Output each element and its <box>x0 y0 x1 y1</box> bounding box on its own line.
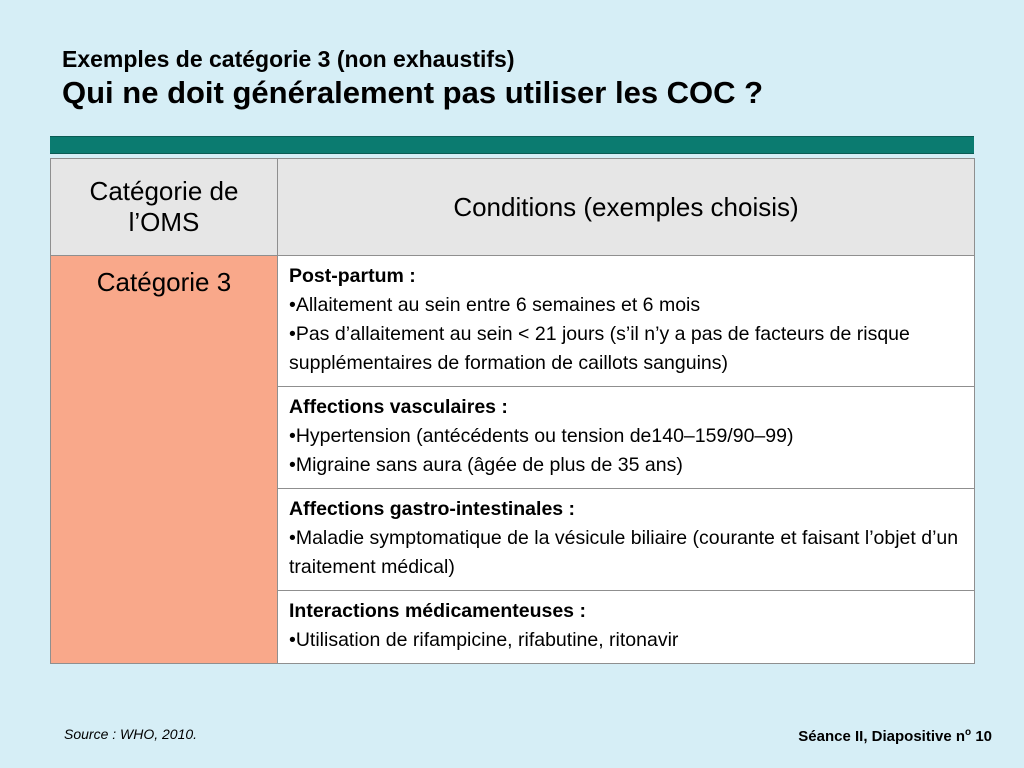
condition-item: •Allaitement au sein entre 6 semaines et 6 mois <box>289 294 701 316</box>
category-table <box>50 158 975 664</box>
condition-item: •Migraine sans aura (âgée de plus de 35 ans) <box>289 454 683 476</box>
condition-heading: Affections gastro-intestinales : <box>289 498 576 520</box>
header-conditions: Conditions (exemples choisis) <box>278 159 975 256</box>
slide-label-superscript: o <box>965 727 972 738</box>
slide-number-label <box>798 727 992 745</box>
condition-item: •Maladie symptomatique de la vésicule biliaire (courante et faisant l’objet d’un traitement médical) <box>289 527 959 578</box>
condition-cell-gastro <box>278 489 975 591</box>
slide-subtitle: Exemples de catégorie 3 (non exhaustifs) <box>62 46 515 72</box>
condition-heading: Interactions médicamenteuses : <box>289 600 586 622</box>
slide-title: Qui ne doit généralement pas utiliser les COC ? <box>62 75 764 110</box>
condition-heading: Affections vasculaires : <box>289 396 508 418</box>
slide-number: 10 <box>975 728 992 745</box>
condition-cell-postpartum <box>278 256 975 387</box>
category-cell: Catégorie 3 <box>51 256 278 664</box>
condition-item: •Hypertension (antécédents ou tension de140–159/90–99) <box>289 425 794 447</box>
header-category: Catégorie de l’OMS <box>51 159 278 256</box>
condition-cell-interactions <box>278 591 975 664</box>
slide-label: Séance II, Diapositive n <box>798 728 966 745</box>
condition-item: •Utilisation de rifampicine, rifabutine, ritonavir <box>289 629 679 651</box>
accent-bar <box>50 136 974 154</box>
table-header-row <box>51 159 975 256</box>
condition-item: •Pas d’allaitement au sein < 21 jours (s’il n’y a pas de facteurs de risque supplémentaires de formation de caillots sanguins) <box>289 323 910 374</box>
table-row <box>51 256 975 387</box>
condition-heading: Post-partum : <box>289 265 416 287</box>
condition-cell-vascular <box>278 387 975 489</box>
title-block <box>62 44 763 111</box>
source-note: Source : WHO, 2010. <box>64 726 198 742</box>
